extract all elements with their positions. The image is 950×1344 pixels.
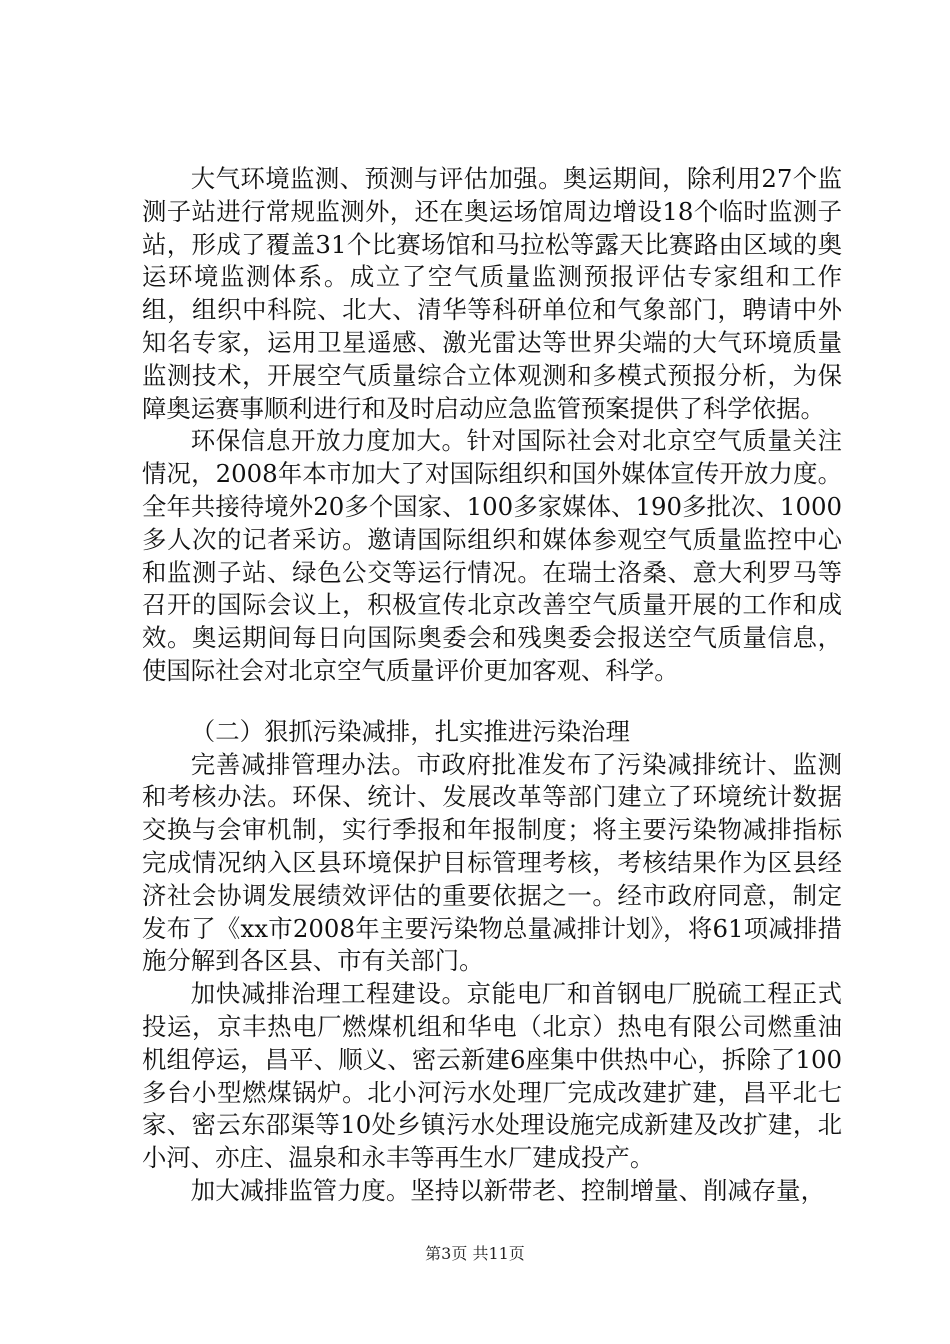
paragraph-info-openness: 环保信息开放力度加大。针对国际社会对北京空气质量关注情况，2008年本市加大了对国际组织和国外媒体宣传开放力度。全年共接待境外20多个国家、100多家媒体、190多批次、1000多人次的记者采访。邀请国际组织和媒体参观空气质量监控中心和监测子站、绿色公交等运行情况。在瑞士洛桑、意大利罗马等召开的国际会议上，积极宣传北京改善空气质量开展的工作和成效。奥运期间每日向国际奥委会和残奥委会报送空气质量信息，使国际社会对北京空气质量评价更加客观、科学。 (142, 426, 842, 685)
page-number: 第3页 共11页 (425, 1244, 525, 1263)
paragraph-emission-management: 完善减排管理办法。市政府批准发布了污染减排统计、监测和考核办法。环保、统计、发展改革等部门建立了环境统计数据交换与会审机制，实行季报和年报制度；将主要污染物减排指标完成情况纳入区县环境保护目标管理考核，考核结果作为区县经济社会协调发展绩效评估的重要依据之一。经市政府同意，制定发布了《xx市2008年主要污染物总量减排计划》，将61项减排措施分解到各区县、市有关部门。 (142, 749, 842, 976)
section-heading: （二）狠抓污染减排，扎实推进污染治理 (190, 716, 630, 746)
paragraph-emission-projects: 加快减排治理工程建设。京能电厂和首钢电厂脱硫工程正式投运，京丰热电厂燃煤机组和华电（北京）热电有限公司燃重油机组停运，昌平、顺义、密云新建6座集中供热中心，拆除了100多台小型燃煤锅炉。北小河污水处理厂完成改建扩建，昌平北七家、密云东邵渠等10处乡镇污水处理设施完成新建及改扩建，北小河、亦庄、温泉和永丰等再生水厂建成投产。 (142, 979, 842, 1173)
document-body (142, 163, 842, 1208)
paragraph-emission-supervision: 加大减排监管力度。坚持以新带老、控制增量、削减存量， (190, 1175, 825, 1205)
paragraph-air-monitoring: 大气环境监测、预测与评估加强。奥运期间，除利用27个监测子站进行常规监测外，还在奥运场馆周边增设18个临时监测子站，形成了覆盖31个比赛场馆和马拉松等露天比赛路由区域的奥运环境监测体系。成立了空气质量监测预报评估专家组和工作组，组织中科院、北大、清华等科研单位和气象部门，聘请中外知名专家，运用卫星遥感、激光雷达等世界尖端的大气环境质量监测技术，开展空气质量综合立体观测和多模式预报分析，为保障奥运赛事顺利进行和及时启动应急监管预案提供了科学依据。 (142, 164, 842, 423)
page-footer (0, 1244, 950, 1264)
